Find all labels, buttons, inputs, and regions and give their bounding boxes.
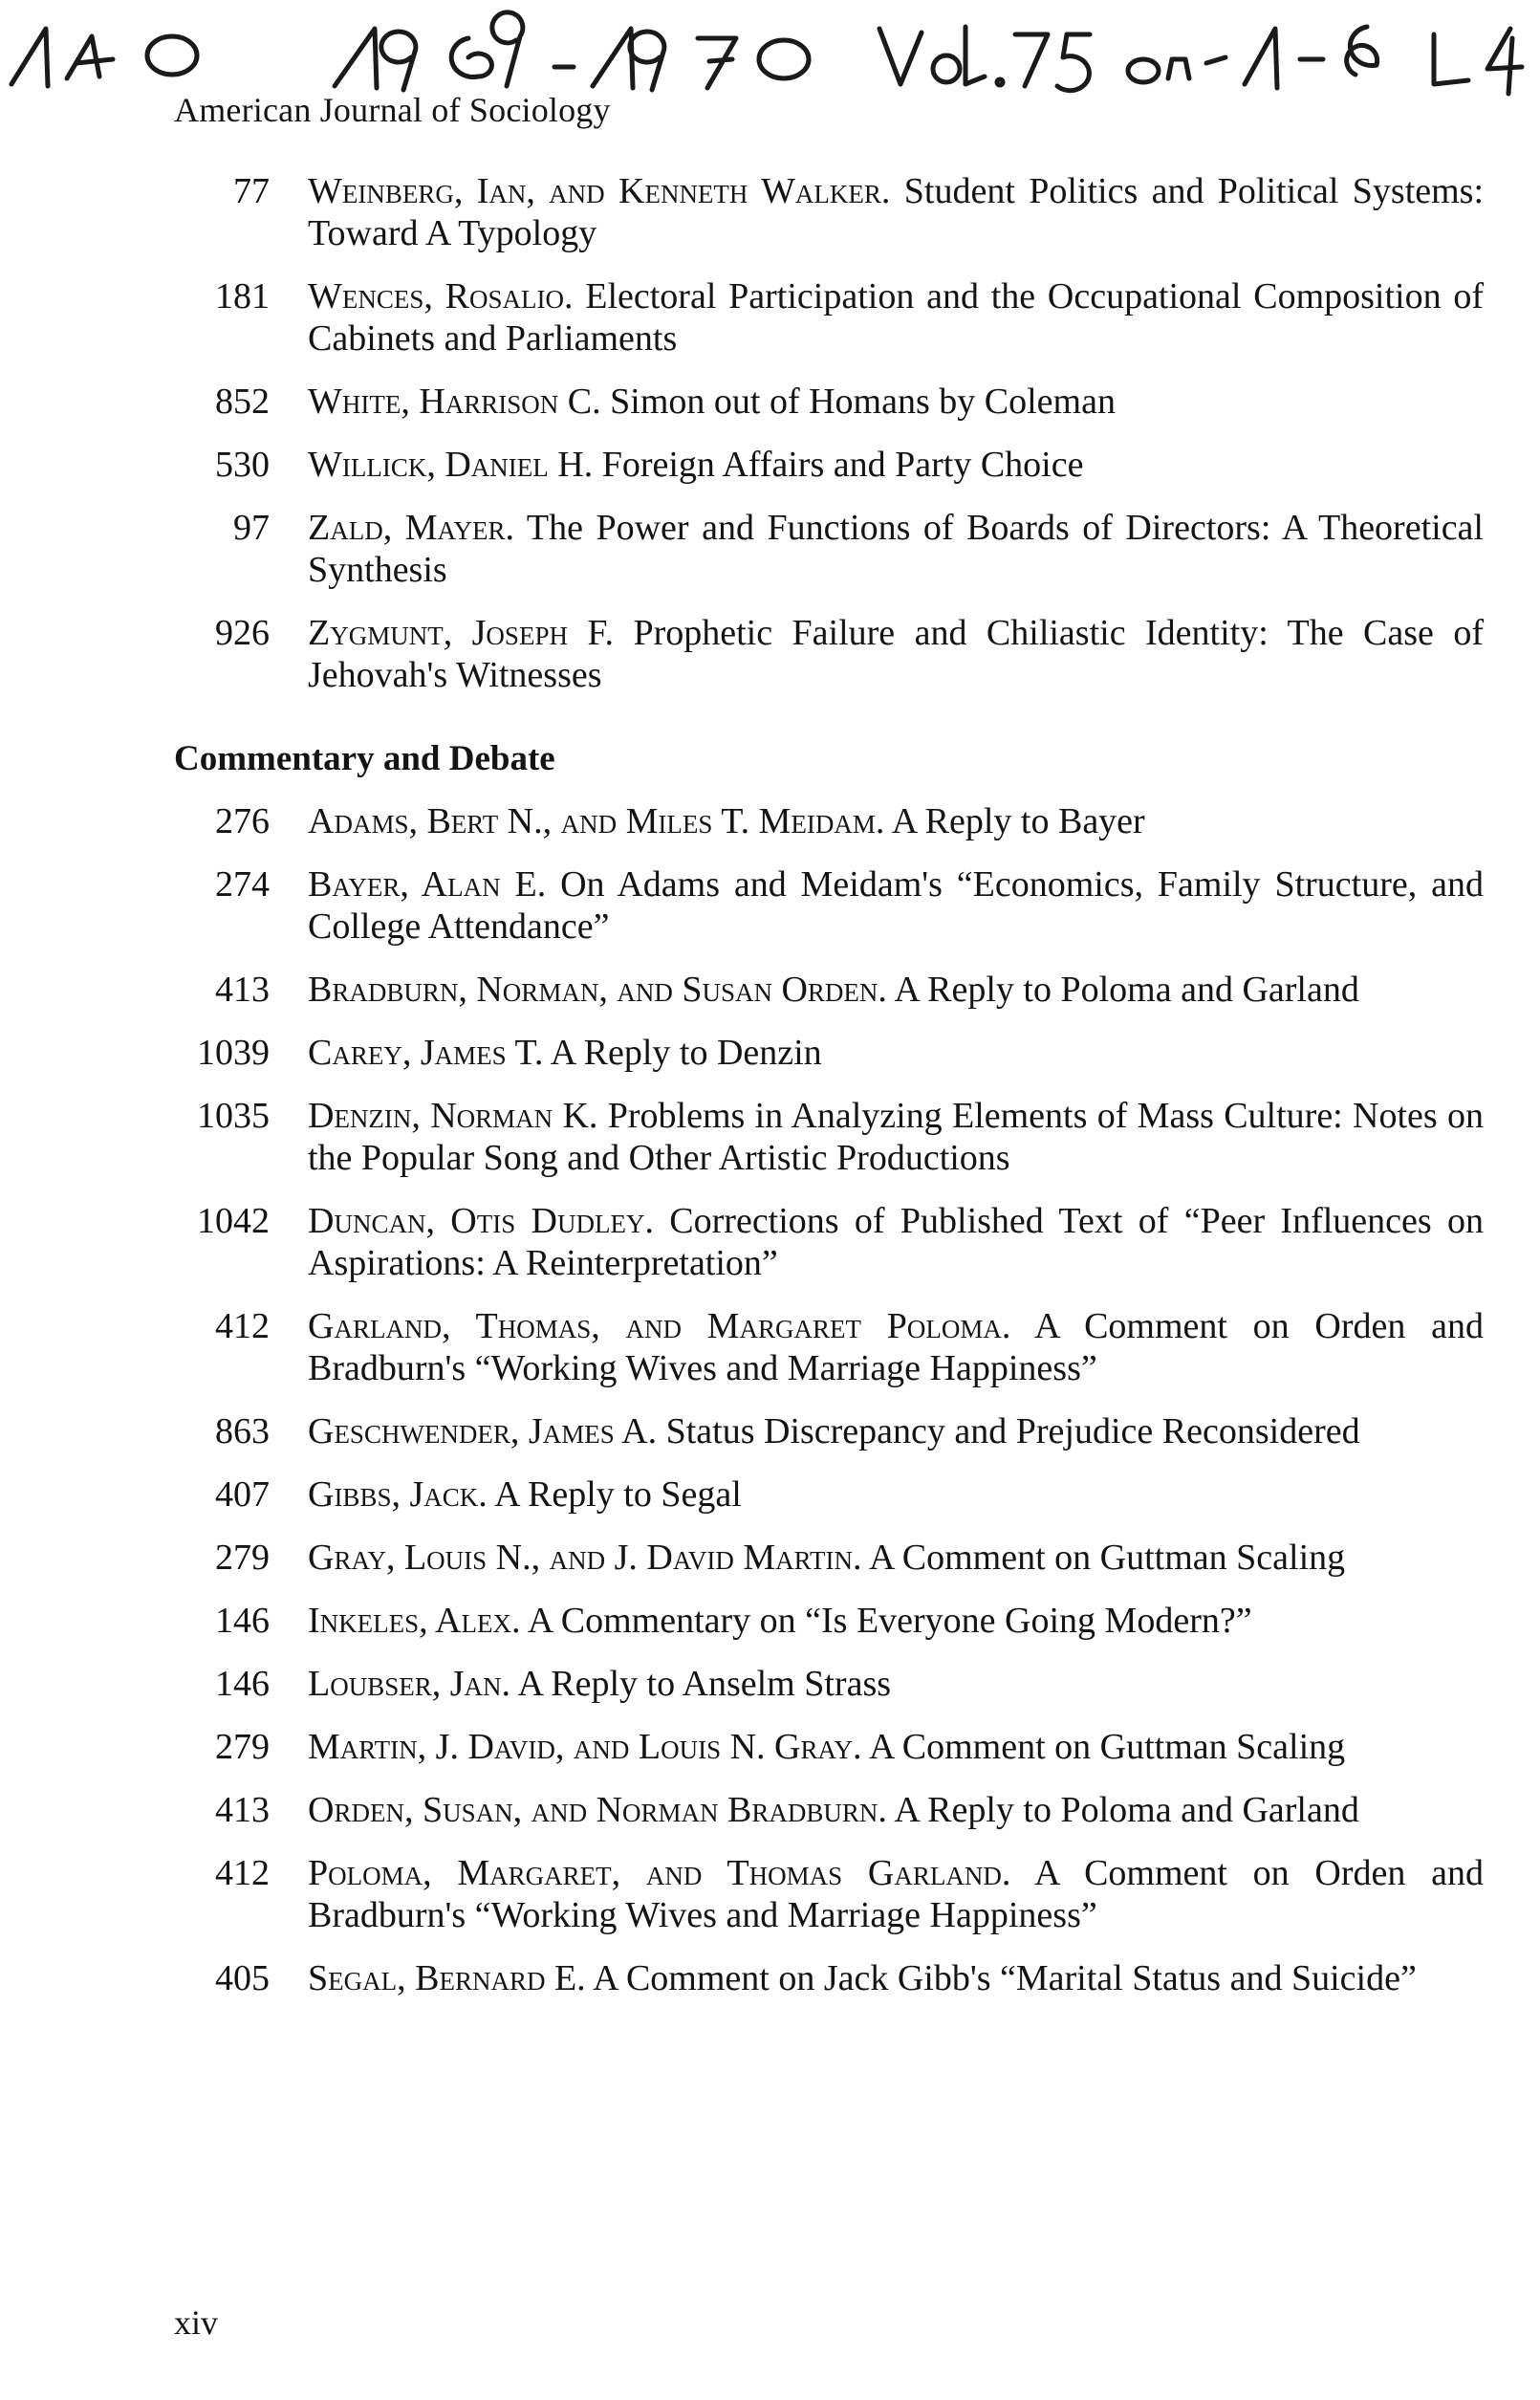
entry-page-number: 77: [233, 171, 270, 211]
entry-title: A Comment on Jack Gibb's “Marital Status and Suicide”: [593, 1958, 1417, 1998]
entry-author: Denzin, Norman K.: [308, 1096, 598, 1136]
entry-text: [308, 863, 1484, 948]
entry-author: Gray, Louis N., and J. David Martin.: [308, 1538, 862, 1578]
entry-title: Electoral Participation and the Occupational Composition of Cabinets and Parliaments: [308, 276, 1485, 359]
entry-page-number: 279: [215, 1538, 270, 1578]
entry-title: Foreign Affairs and Party Choice: [601, 445, 1084, 485]
index-entry: [174, 1726, 1484, 1768]
entry-title: Simon out of Homans by Coleman: [610, 382, 1116, 422]
entry-author: Weinberg, Ian, and Kenneth Walker.: [308, 171, 891, 211]
entry-title: A Reply to Denzin: [550, 1033, 822, 1073]
entry-text: [308, 444, 1484, 486]
entry-title: A Comment on Guttman Scaling: [868, 1727, 1346, 1767]
entry-author: Segal, Bernard E.: [308, 1958, 586, 1998]
entry-title: Prophetic Failure and Chiliastic Identity: The Case of Jehovah's Witnesses: [308, 613, 1485, 695]
entry-page-number: 413: [215, 970, 270, 1010]
index-entry: [174, 507, 1484, 591]
index-entry: [174, 1663, 1484, 1705]
entry-text: [308, 1473, 1484, 1516]
entry-text: [308, 1957, 1484, 1999]
entry-page-number: 530: [215, 445, 270, 485]
entry-title: On Adams and Meidam's “Economics, Family Structure, and College Attendance”: [308, 864, 1484, 947]
entry-title: A Reply to Poloma and Garland: [894, 970, 1359, 1010]
index-content: [174, 170, 1484, 2020]
entry-text: [308, 170, 1484, 254]
index-entry: [174, 1789, 1484, 1831]
entry-text: [308, 1200, 1484, 1284]
entry-author: Bayer, Alan E.: [308, 864, 547, 905]
entry-page-number: 407: [215, 1474, 270, 1515]
index-entry: [174, 1032, 1484, 1074]
entry-title: The Power and Functions of Boards of Directors: A Theoretical Synthesis: [308, 508, 1484, 590]
index-entry: [174, 1600, 1484, 1642]
index-entry: [174, 1852, 1484, 1936]
entry-author: Adams, Bert N., and Miles T. Meidam.: [308, 801, 885, 841]
entry-author: Loubser, Jan.: [308, 1664, 511, 1704]
entry-page-number: 146: [215, 1664, 270, 1704]
entry-page-number: 276: [215, 801, 270, 841]
entry-text: [308, 1032, 1484, 1074]
entry-title: Status Discrepancy and Prejudice Reconsidered: [665, 1411, 1360, 1451]
entry-page-number: 412: [215, 1853, 270, 1893]
index-entry: [174, 1200, 1484, 1284]
entry-text: [308, 1600, 1484, 1642]
entry-author: Wences, Rosalio.: [308, 276, 574, 316]
entry-page-number: 274: [215, 864, 270, 905]
entry-page-number: 181: [215, 276, 270, 316]
entry-text: [308, 507, 1484, 591]
index-entry: [174, 444, 1484, 486]
index-entry: [174, 1410, 1484, 1452]
index-entry: [174, 612, 1484, 696]
entry-page-number: 852: [215, 382, 270, 422]
entry-author: Geschwender, James A.: [308, 1411, 658, 1451]
entry-author: Orden, Susan, and Norman Bradburn.: [308, 1790, 887, 1830]
entry-text: [308, 612, 1484, 696]
entry-page-number: 405: [215, 1958, 270, 1998]
entry-text: [308, 1095, 1484, 1179]
entry-author: Zygmunt, Joseph F.: [308, 613, 614, 653]
entry-author: Carey, James T.: [308, 1033, 544, 1073]
entry-page-number: 1042: [197, 1201, 270, 1241]
entry-text: [308, 800, 1484, 842]
entry-title: A Comment on Guttman Scaling: [868, 1538, 1346, 1578]
entry-author: Duncan, Otis Dudley.: [308, 1201, 654, 1241]
entry-author: Gibbs, Jack.: [308, 1474, 488, 1515]
commentary-entries: [174, 800, 1484, 1999]
entry-title: A Comment on Orden and Bradburn's “Working Wives and Marriage Happiness”: [308, 1853, 1484, 1935]
entry-title: A Comment on Orden and Bradburn's “Working Wives and Marriage Happiness”: [308, 1306, 1484, 1388]
entry-title: A Commentary on “Is Everyone Going Modern?”: [527, 1601, 1252, 1641]
index-entry: [174, 1473, 1484, 1516]
entry-author: Bradburn, Norman, and Susan Orden.: [308, 970, 887, 1010]
entry-page-number: 146: [215, 1601, 270, 1641]
index-entry: [174, 969, 1484, 1011]
entry-text: [308, 1305, 1484, 1389]
entry-page-number: 279: [215, 1727, 270, 1767]
entry-author: Inkeles, Alex.: [308, 1601, 521, 1641]
entry-author: Poloma, Margaret, and Thomas Garland.: [308, 1853, 1011, 1893]
entry-title: Student Politics and Political Systems: Toward A Typology: [308, 171, 1485, 253]
entry-text: [308, 1537, 1484, 1579]
entry-text: [308, 1726, 1484, 1768]
index-entry: [174, 1095, 1484, 1179]
entry-title: Corrections of Published Text of “Peer Influences on Aspirations: A Reinterpretation”: [308, 1201, 1485, 1283]
entry-author: White, Harrison C.: [308, 382, 601, 422]
entry-title: A Reply to Poloma and Garland: [894, 1790, 1359, 1830]
entry-text: [308, 1410, 1484, 1452]
entry-author: Willick, Daniel H.: [308, 445, 594, 485]
index-entry: [174, 1957, 1484, 1999]
entry-page-number: 1039: [197, 1033, 270, 1073]
entry-author: Martin, J. David, and Louis N. Gray.: [308, 1727, 862, 1767]
entry-page-number: 412: [215, 1306, 270, 1346]
entry-text: [308, 381, 1484, 423]
entry-title: A Reply to Anselm Strass: [517, 1664, 892, 1704]
entry-author: Garland, Thomas, and Margaret Poloma.: [308, 1306, 1011, 1346]
top-entries: [174, 170, 1484, 696]
entry-author: Zald, Mayer.: [308, 508, 515, 548]
entry-text: [308, 1663, 1484, 1705]
entry-text: [308, 1852, 1484, 1936]
entry-page-number: 863: [215, 1411, 270, 1451]
index-entry: [174, 863, 1484, 948]
page-number: xiv: [174, 2303, 219, 2342]
entry-text: [308, 1789, 1484, 1831]
entry-title: Problems in Analyzing Elements of Mass Culture: Notes on the Popular Song and Other Artistic Productions: [308, 1096, 1485, 1178]
entry-page-number: 413: [215, 1790, 270, 1830]
entry-text: [308, 969, 1484, 1011]
index-entry: [174, 275, 1484, 360]
index-entry: [174, 170, 1484, 254]
index-entry: [174, 800, 1484, 842]
section-heading: Commentary and Debate: [174, 739, 555, 778]
index-entry: [174, 1305, 1484, 1389]
entry-page-number: 1035: [197, 1096, 270, 1136]
entry-page-number: 97: [233, 508, 270, 548]
index-entry: [174, 1537, 1484, 1579]
journal-name: American Journal of Sociology: [174, 91, 611, 129]
index-entry: [174, 381, 1484, 423]
entry-text: [308, 275, 1484, 360]
entry-title: A Reply to Segal: [494, 1474, 742, 1515]
entry-page-number: 926: [215, 613, 270, 653]
entry-title: A Reply to Bayer: [891, 801, 1145, 841]
